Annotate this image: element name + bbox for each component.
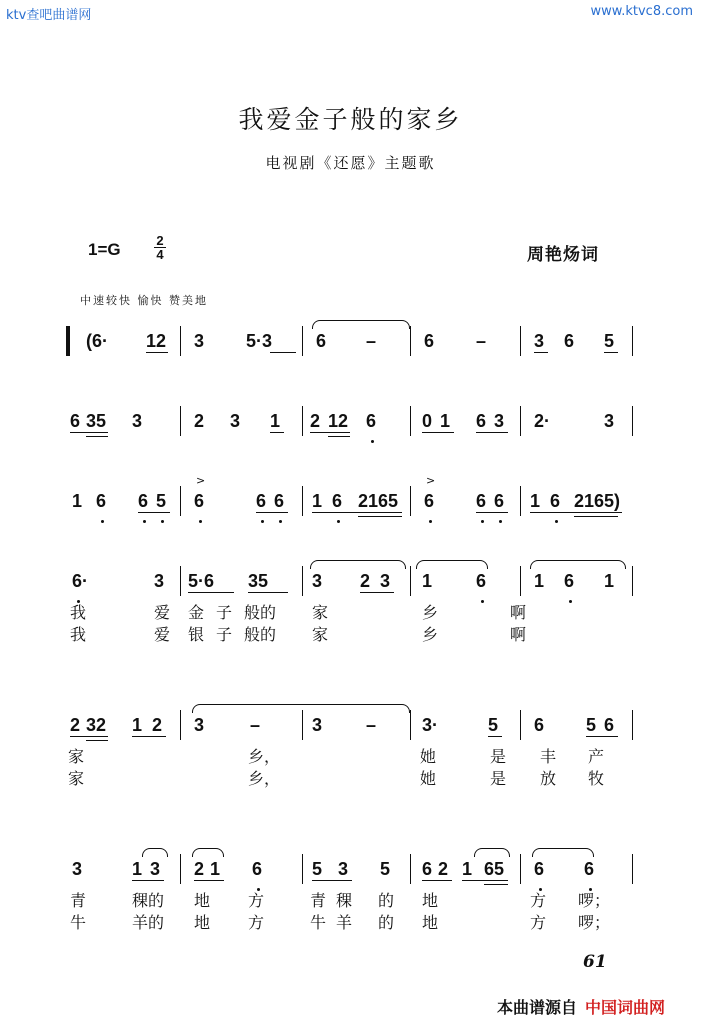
barline bbox=[520, 854, 521, 884]
lyric: 青 bbox=[70, 891, 87, 910]
note: 5 bbox=[380, 859, 391, 879]
underline bbox=[194, 880, 224, 881]
note: 1 bbox=[534, 571, 545, 591]
lyric: 方 bbox=[530, 913, 547, 932]
lyric: 牧 bbox=[588, 769, 605, 788]
note: 1 bbox=[132, 859, 143, 879]
slur bbox=[192, 848, 224, 857]
note: 2 bbox=[70, 715, 81, 735]
slur bbox=[142, 848, 168, 857]
note: 6 bbox=[96, 491, 107, 511]
underline bbox=[312, 880, 352, 881]
lyric: 般的 bbox=[244, 603, 277, 622]
underline bbox=[328, 436, 350, 437]
barline bbox=[632, 326, 633, 356]
lyric: 方 bbox=[248, 913, 265, 932]
note: 5 bbox=[488, 715, 499, 735]
lyric: 丰 bbox=[540, 747, 557, 766]
barline bbox=[632, 854, 633, 884]
lyric: 乡， bbox=[248, 769, 281, 788]
lyric: 地 bbox=[194, 913, 211, 932]
note: 6 bbox=[138, 491, 149, 511]
watermark-left: ktv查吧曲谱网 bbox=[6, 8, 92, 23]
barline bbox=[410, 326, 411, 356]
low-octave-dot bbox=[279, 520, 282, 523]
barline bbox=[302, 406, 303, 436]
underline bbox=[70, 736, 108, 737]
note: 6 bbox=[494, 491, 505, 511]
lyric: 银 bbox=[188, 625, 205, 644]
barline bbox=[632, 710, 633, 740]
note: 6 bbox=[534, 859, 545, 879]
underline bbox=[422, 880, 452, 881]
lyric: 的 bbox=[378, 891, 395, 910]
note: 3 bbox=[380, 571, 391, 591]
note: 6 bbox=[366, 411, 377, 431]
slur bbox=[532, 848, 594, 857]
footer-source-text: 本曲谱源自 bbox=[497, 998, 578, 1017]
lyric: 地 bbox=[422, 891, 439, 910]
note: 5 bbox=[586, 715, 597, 735]
note: 12 bbox=[146, 331, 167, 351]
note: 1 bbox=[312, 491, 323, 511]
lyric: 她 bbox=[420, 769, 437, 788]
note: 5·3 bbox=[246, 331, 273, 351]
lyric: 乡， bbox=[248, 747, 281, 766]
lyric: 地 bbox=[422, 913, 439, 932]
note: 2 bbox=[360, 571, 371, 591]
note: – bbox=[366, 331, 377, 351]
underline bbox=[146, 352, 168, 353]
key-signature: 1=G bbox=[88, 240, 121, 259]
note: 6 bbox=[252, 859, 263, 879]
note: 3 bbox=[312, 571, 323, 591]
underline bbox=[138, 512, 170, 513]
barline bbox=[180, 326, 181, 356]
barline bbox=[180, 406, 181, 436]
lyric: 她 bbox=[420, 747, 437, 766]
underline bbox=[310, 432, 350, 433]
barline bbox=[410, 854, 411, 884]
note: 0 bbox=[422, 411, 433, 431]
barline bbox=[180, 854, 181, 884]
lyric: 羊的 bbox=[132, 913, 165, 932]
note: 6 bbox=[564, 331, 575, 351]
score-line-5 bbox=[60, 714, 640, 788]
underline bbox=[270, 432, 284, 433]
repeat-start-barline bbox=[66, 326, 70, 356]
note: – bbox=[476, 331, 487, 351]
barline bbox=[410, 710, 411, 740]
note: – bbox=[250, 715, 261, 735]
note: 3 bbox=[72, 859, 83, 879]
note: 3 bbox=[338, 859, 349, 879]
note: 6 bbox=[534, 715, 545, 735]
barline bbox=[180, 486, 181, 516]
barline bbox=[632, 406, 633, 436]
lyric: 是 bbox=[490, 747, 507, 766]
note: 5 bbox=[312, 859, 323, 879]
note: 12 bbox=[328, 411, 349, 431]
note: 5 bbox=[156, 491, 167, 511]
lyric: 子 bbox=[216, 603, 233, 622]
low-octave-dot bbox=[569, 600, 572, 603]
note: 6 bbox=[274, 491, 285, 511]
barline bbox=[520, 406, 521, 436]
lyric: 乡 bbox=[422, 603, 439, 622]
lyric: 羊 bbox=[336, 913, 353, 932]
lyric: 是 bbox=[490, 769, 507, 788]
barline bbox=[302, 486, 303, 516]
underline bbox=[530, 512, 622, 513]
note: 1 bbox=[530, 491, 541, 511]
lyric: 般的 bbox=[244, 625, 277, 644]
note: 6 bbox=[604, 715, 615, 735]
time-signature-bottom: 4 bbox=[154, 247, 166, 261]
underline bbox=[462, 880, 508, 881]
note: 2 bbox=[194, 411, 205, 431]
song-title: 我爱金子般的家乡 bbox=[238, 105, 463, 134]
underline bbox=[586, 736, 618, 737]
low-octave-dot bbox=[429, 520, 432, 523]
note: 1 bbox=[462, 859, 473, 879]
lyricist: 周艳炀词 bbox=[527, 245, 599, 265]
note: 35 bbox=[86, 411, 107, 431]
lyric: 青 bbox=[310, 891, 327, 910]
lyric: 放 bbox=[540, 769, 557, 788]
note: 3 bbox=[132, 411, 143, 431]
slur bbox=[192, 704, 410, 713]
underline bbox=[70, 432, 108, 433]
note: 2 bbox=[310, 411, 321, 431]
watermark-right: www.ktvc8.com bbox=[590, 4, 693, 19]
underline bbox=[86, 740, 108, 741]
lyric: 稞的 bbox=[132, 891, 165, 910]
lyric: 地 bbox=[194, 891, 211, 910]
note: – bbox=[366, 715, 377, 735]
accent-mark: > bbox=[426, 474, 436, 487]
lyric: 的 bbox=[378, 913, 395, 932]
accent-mark: > bbox=[196, 474, 206, 487]
lyric: 啰； bbox=[578, 891, 611, 910]
underline bbox=[132, 880, 164, 881]
underline bbox=[476, 432, 508, 433]
barline bbox=[410, 486, 411, 516]
note: 1 bbox=[270, 411, 281, 431]
low-octave-dot bbox=[261, 520, 264, 523]
note: 6 bbox=[584, 859, 595, 879]
note: 6 bbox=[476, 491, 487, 511]
note: 5·6 bbox=[188, 571, 215, 591]
lyric: 啊 bbox=[510, 625, 527, 644]
barline bbox=[520, 486, 521, 516]
barline bbox=[520, 326, 521, 356]
lyric: 我 bbox=[70, 603, 87, 622]
underline bbox=[270, 352, 296, 353]
note: 3 bbox=[604, 411, 615, 431]
note: 1 bbox=[604, 571, 615, 591]
lyric: 方 bbox=[248, 891, 265, 910]
note: 6 bbox=[70, 411, 81, 431]
score-line-3 bbox=[60, 474, 640, 550]
note: 3 bbox=[534, 331, 545, 351]
barline bbox=[520, 710, 521, 740]
lyric: 金 bbox=[188, 603, 205, 622]
underline bbox=[248, 592, 288, 593]
note: 3 bbox=[150, 859, 161, 879]
score-line-6 bbox=[60, 858, 640, 932]
lyric: 方 bbox=[530, 891, 547, 910]
score-line-2 bbox=[60, 410, 640, 470]
tempo-marking: 中速较快 愉快 赞美地 bbox=[80, 294, 208, 307]
score-line-1 bbox=[60, 330, 640, 390]
note: 6· bbox=[72, 571, 89, 591]
lyric: 牛 bbox=[70, 913, 87, 932]
lyric: 家 bbox=[312, 603, 329, 622]
note: 3 bbox=[312, 715, 323, 735]
score-line-4 bbox=[60, 570, 640, 644]
note: (6· bbox=[86, 331, 108, 351]
note: 3· bbox=[422, 715, 439, 735]
underline bbox=[422, 432, 454, 433]
lyric: 啊 bbox=[510, 603, 527, 622]
slur bbox=[310, 560, 406, 569]
note: 6 bbox=[194, 491, 205, 511]
barline bbox=[520, 566, 521, 596]
footer-site-link[interactable]: 中国词曲网 bbox=[585, 998, 666, 1017]
barline bbox=[410, 406, 411, 436]
note: 1 bbox=[422, 571, 433, 591]
note: 3 bbox=[154, 571, 165, 591]
footer-credit bbox=[497, 995, 665, 1018]
lyric: 我 bbox=[70, 625, 87, 644]
low-octave-dot bbox=[555, 520, 558, 523]
underline bbox=[188, 592, 234, 593]
note: 3 bbox=[494, 411, 505, 431]
time-signature bbox=[154, 234, 166, 261]
barline bbox=[302, 566, 303, 596]
note: 2 bbox=[152, 715, 163, 735]
lyric: 子 bbox=[216, 625, 233, 644]
barline bbox=[180, 566, 181, 596]
lyric: 爱 bbox=[154, 625, 171, 644]
low-octave-dot bbox=[101, 520, 104, 523]
note: 3 bbox=[194, 715, 205, 735]
note: 6 bbox=[476, 411, 487, 431]
lyric: 牛 bbox=[310, 913, 327, 932]
note: 5 bbox=[604, 331, 615, 351]
note: 1 bbox=[440, 411, 451, 431]
time-signature-top: 2 bbox=[156, 233, 164, 248]
note: 2165 bbox=[358, 491, 399, 511]
note: 65 bbox=[484, 859, 505, 879]
note: 3 bbox=[230, 411, 241, 431]
note: 1 bbox=[132, 715, 143, 735]
underline bbox=[476, 512, 508, 513]
note: 3 bbox=[194, 331, 205, 351]
low-octave-dot bbox=[499, 520, 502, 523]
low-octave-dot bbox=[371, 440, 374, 443]
lyric: 稞 bbox=[336, 891, 353, 910]
barline bbox=[180, 710, 181, 740]
underline bbox=[534, 352, 548, 353]
underline bbox=[604, 352, 618, 353]
barline bbox=[302, 710, 303, 740]
note: 6 bbox=[332, 491, 343, 511]
low-octave-dot bbox=[481, 600, 484, 603]
underline bbox=[256, 512, 288, 513]
note: 6 bbox=[424, 331, 435, 351]
underline bbox=[312, 512, 402, 513]
note: 2 bbox=[438, 859, 449, 879]
underline bbox=[488, 736, 502, 737]
note: 6 bbox=[422, 859, 433, 879]
slur bbox=[416, 560, 488, 569]
note: 2· bbox=[534, 411, 551, 431]
note: 6 bbox=[550, 491, 561, 511]
slur bbox=[530, 560, 626, 569]
note: 6 bbox=[316, 331, 327, 351]
low-octave-dot bbox=[199, 520, 202, 523]
barline bbox=[632, 566, 633, 596]
barline bbox=[410, 566, 411, 596]
low-octave-dot bbox=[143, 520, 146, 523]
low-octave-dot bbox=[161, 520, 164, 523]
underline bbox=[132, 736, 166, 737]
note: 1 bbox=[72, 491, 83, 511]
note: 2 bbox=[194, 859, 205, 879]
slur bbox=[474, 848, 510, 857]
note: 32 bbox=[86, 715, 107, 735]
song-subtitle: 电视剧《还愿》主题歌 bbox=[265, 154, 436, 172]
barline bbox=[302, 854, 303, 884]
page-number: 61 bbox=[583, 952, 607, 972]
underline bbox=[360, 592, 394, 593]
note: 6 bbox=[564, 571, 575, 591]
lyric: 爱 bbox=[154, 603, 171, 622]
slur bbox=[312, 320, 410, 329]
note: 1 bbox=[210, 859, 221, 879]
lyric: 乡 bbox=[422, 625, 439, 644]
lyric: 啰； bbox=[578, 913, 611, 932]
lyric: 家 bbox=[312, 625, 329, 644]
note: 6 bbox=[256, 491, 267, 511]
underline bbox=[574, 516, 618, 517]
low-octave-dot bbox=[337, 520, 340, 523]
lyric: 产 bbox=[588, 747, 605, 766]
note: 35 bbox=[248, 571, 269, 591]
note: 2165) bbox=[574, 491, 621, 511]
note: 6 bbox=[424, 491, 435, 511]
low-octave-dot bbox=[481, 520, 484, 523]
note: 6 bbox=[476, 571, 487, 591]
barline bbox=[302, 326, 303, 356]
underline bbox=[86, 436, 108, 437]
lyric: 家 bbox=[68, 747, 85, 766]
underline bbox=[358, 516, 402, 517]
underline bbox=[484, 884, 508, 885]
lyric: 家 bbox=[68, 769, 85, 788]
